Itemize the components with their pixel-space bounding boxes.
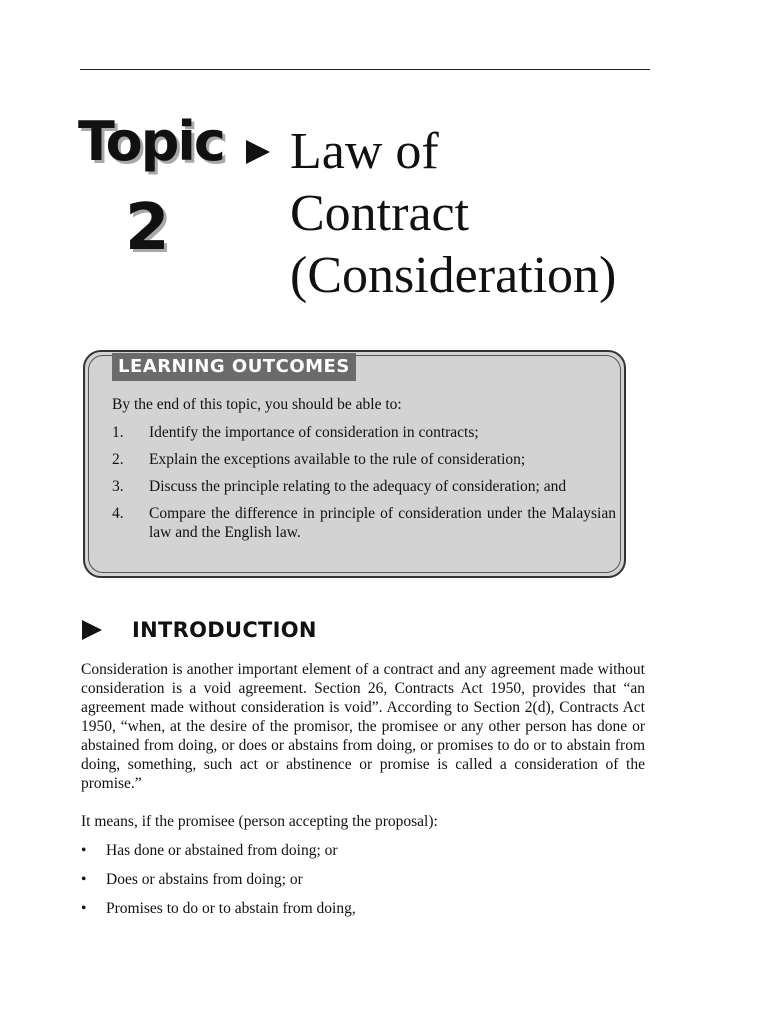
top-rule [80, 69, 650, 70]
section-heading: INTRODUCTION [132, 618, 317, 642]
bullet-list [81, 841, 641, 928]
means-sentence: It means, if the promisee (person accepting the proposal): [81, 813, 438, 830]
list-item [81, 870, 641, 889]
title-arrow-icon [246, 140, 270, 164]
list-item-text: Explain the exceptions available to the rule of consideration; [149, 451, 526, 468]
learning-outcomes-list [112, 423, 616, 550]
bullet-text: Does or abstains from doing; or [106, 871, 303, 888]
title-line-1: Law of [290, 123, 439, 180]
list-item-number: 3. [112, 478, 124, 495]
list-item [81, 899, 641, 918]
list-item [81, 841, 641, 860]
list-item-text: Compare the difference in principle of consideration under the Malaysian law and the English law. [149, 505, 616, 541]
list-item-text: Identify the importance of consideration in contracts; [149, 424, 479, 441]
bullet-icon: • [81, 842, 87, 859]
list-item-number: 1. [112, 424, 124, 441]
list-item-text: Discuss the principle relating to the adequacy of consideration; and [149, 478, 567, 495]
page-title [290, 121, 670, 307]
section-arrow-icon [82, 620, 102, 640]
learning-outcomes-intro: By the end of this topic, you should be able to: [112, 396, 402, 413]
title-line-3: (Consideration) [290, 247, 617, 304]
bullet-text: Has done or abstained from doing; or [106, 842, 338, 859]
learning-outcomes-heading: LEARNING OUTCOMES [112, 353, 356, 381]
bullet-icon: • [81, 871, 87, 888]
list-item [112, 477, 616, 496]
list-item [112, 504, 616, 542]
bullet-text: Promises to do or to abstain from doing, [106, 900, 356, 917]
list-item [112, 450, 616, 469]
list-item-number: 4. [112, 505, 124, 522]
topic-number: 2 [125, 191, 170, 265]
title-line-2: Contract [290, 185, 470, 242]
list-item [112, 423, 616, 442]
list-item-number: 2. [112, 451, 124, 468]
topic-label: Topic [78, 110, 224, 173]
introduction-paragraph: Consideration is another important element of a contract and any agreement made without consideration is a void agreement. Section 26, Contracts Act 1950, provides that “an agreement made without consideration is void”. According to Section 2(d), Contracts Act 1950, “when, at the desire of the promisor, the promisee or any other person has done or abstained from doing, or does or abstains from doing, or promises to do or to abstain from doing, something, such act or abstinence or promise is called a consideration of the promise.” [81, 661, 645, 792]
bullet-icon: • [81, 900, 87, 917]
